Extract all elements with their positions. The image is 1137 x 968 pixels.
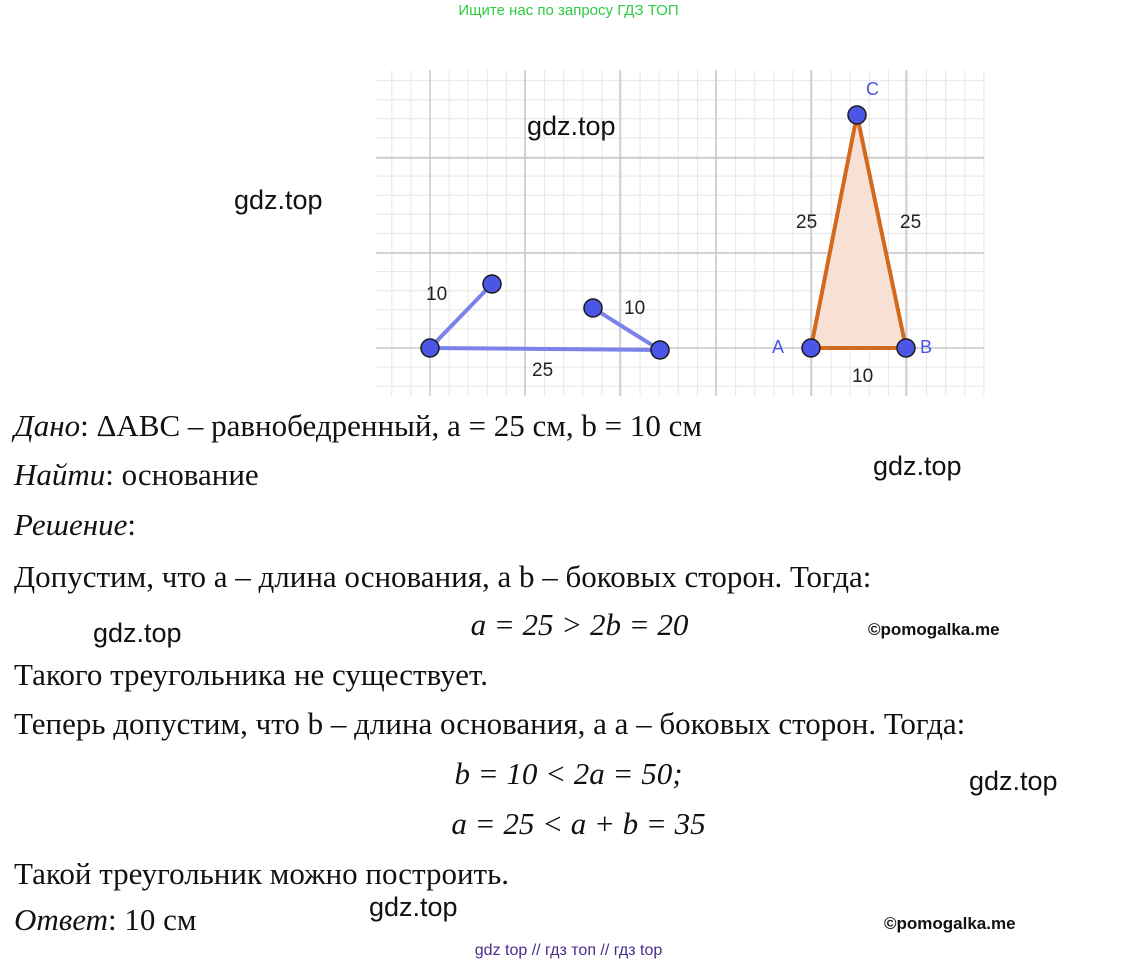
answer-text: : 10 см [107,902,197,937]
case1-result: Такого треугольника не существует. [14,657,488,692]
vertex-a-label: A [772,337,785,357]
copyright: ©pomogalka.me [868,620,1000,639]
watermark: gdz.top [369,892,458,922]
label-10-right: 10 [624,298,646,319]
given-label: Дано [14,408,81,443]
solution-label: Решение [14,507,128,542]
search-hint-link[interactable]: Ищите нас по запросу ГДЗ ТОП [458,2,679,19]
watermark: gdz.top [527,111,616,141]
copyright: ©pomogalka.me [884,914,1016,933]
watermark: gdz.top [234,185,323,215]
case2-line: Теперь допустим, что b – длина основания, а a – боковых сторон. Тогда: [14,706,966,741]
solution-colon: : [127,507,136,542]
case2-result: Такой треугольник можно построить. [14,856,509,891]
vertex-c-label: C [866,79,879,99]
find-text: : основание [105,457,259,492]
point [421,339,439,357]
point [483,275,501,293]
side-ab-label: 10 [852,366,874,387]
side-ac-label: 25 [796,212,818,233]
point-a [802,339,820,357]
given-text: : ΔABC – равнобедренный, a = 25 см, b = 10 см [80,408,702,443]
answer-label: Ответ [14,902,108,937]
answer-line [14,902,196,938]
segment-25-base [430,348,660,350]
watermark: gdz.top [969,766,1058,796]
find-line [14,457,259,493]
case1-line: Допустим, что a – длина основания, а b – боковых сторон. Тогда: [14,559,872,594]
point-b [897,339,915,357]
solution-line [14,507,136,543]
case2-inequality-2: a = 25 < a + b = 35 [451,806,706,841]
point [651,341,669,359]
find-label: Найти [14,457,106,492]
triangle-abc [811,115,906,348]
watermark: gdz.top [93,618,182,648]
given-line [14,408,702,444]
point [584,299,602,317]
geometry-figure [0,0,1137,400]
case2-inequality-1: b = 10 < 2a = 50; [454,756,683,791]
label-10-left: 10 [426,284,448,305]
footer-links[interactable]: gdz top // гдз топ // гдз top [474,942,663,959]
case1-inequality: a = 25 > 2b = 20 [470,607,689,642]
label-25-base: 25 [532,360,554,381]
vertex-b-label: B [920,337,933,357]
watermark: gdz.top [873,451,962,481]
point-c [848,106,866,124]
side-bc-label: 25 [900,212,922,233]
